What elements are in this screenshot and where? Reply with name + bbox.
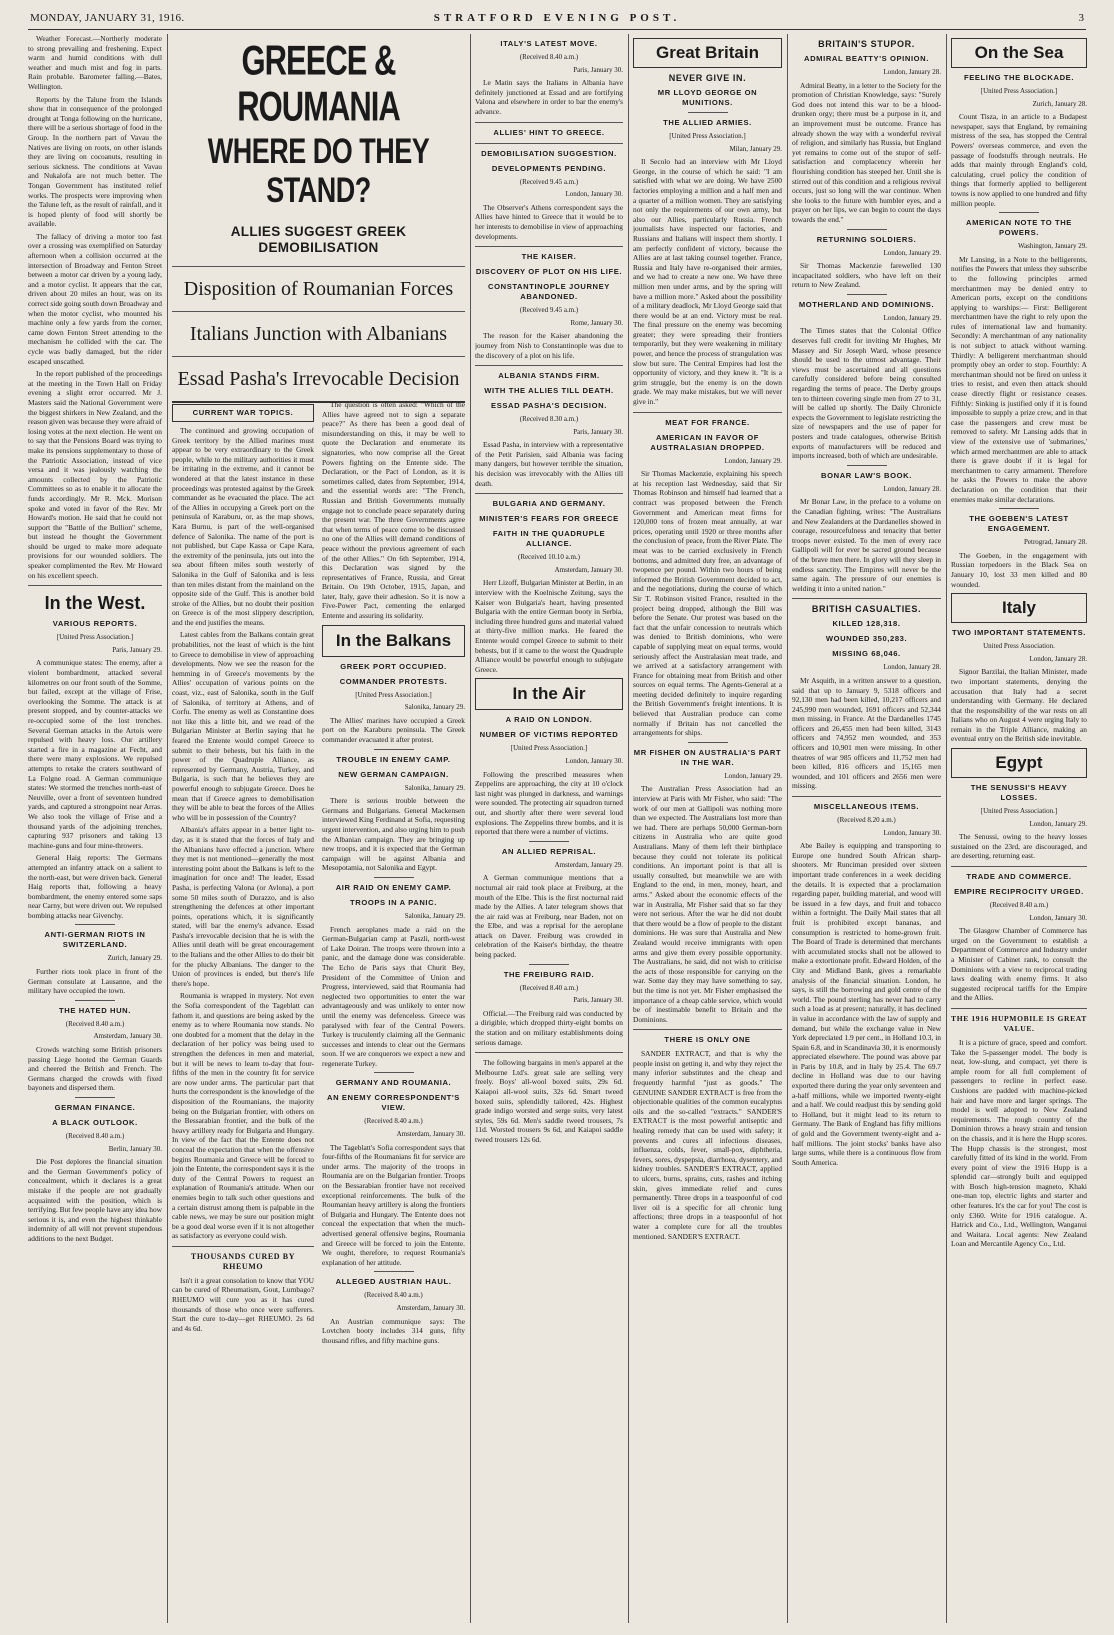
beatty-report: Admiral Beatty, in a letter to the Society for the promotion of Christian Knowledge, says: "Surely God does not intend this war to be a blood-drunken orgy; there must be a purpose in it, and an improvement must be outcome. France has already shown the way with a wonderful revival of religion, and similarly has Russia, but England yet remains to come out of the stupor of self-satisfaction and complacency wherein her flourishing condition has steeped her. Until she is stirred out of this condition and a religious revival occurs, just so long will the war continue. When she looks to the future with humbler eyes, and a prayer on her lips, we can begin to count the days towards the end." xyxy=(792,80,941,224)
headline: BRITAIN'S STUPOR. xyxy=(818,39,915,49)
dateline: London, January 30. xyxy=(565,190,623,199)
divider xyxy=(792,598,941,599)
west-report: A communique states: The enemy, after a violent bombardment, attacked several kilometres on our front south of the Somme, but failed, except at the village of Frise, overlooking the Somme. The attack is at present stopped, and by counter-attacks we re-occupied some of the lost trenches. Several German attacks in the Artois were repulsed with heavy loss. Our artillery started a fire in a magazine at Fecht, and there were many explosions. We repulsed attempts to retake the craters southward of La Folgne road. A German communique states: We stormed the trenches north-east of Neuville, over a front of seventeen hundred yards, and captured a strongpoint near Arras. We also took the village of Frise and a thousand yards of the adjoining trenches, capturing 937 prisoners and taking 13 machine-guns and four mine-throwers. xyxy=(28,658,162,850)
dateline: Salonika, January 29. xyxy=(404,783,465,792)
boxed-section xyxy=(322,625,465,657)
main-headline-block xyxy=(172,36,465,403)
wire-credit: [United Press Association.] xyxy=(510,744,588,753)
germany-report: The Tageblatt's Sofia correspondent says that four-fifths of the Roumanians fit for service are under arms. The majority of the troops in Roumania are on the Bulgarian frontier. Troops on the Bessarabian frontier have not received exceptional reinforcements. The bulk of the Roumanian heavy artillery is along the frontiers of Bulgaria and Hungary. The Entente does not conceal the expectation that when the much-advertised general offensive begins, Roumania and Greece will be forced to join the Entente. We ought, therefore, to request Roumania's explanation of her attitude. xyxy=(322,1142,465,1267)
bulgaria-report: Herr Lizoff, Bulgarian Minister at Berlin, in an interview with the Koelnische Zeitung, says the Kaiser won Bulgaria's heart, having presented Bulgaria with the entire German booty in Serbia, including three hundred guns and material valued at thirty-five million marks. He feared the Entente would compel Greece to submit to their behests, but if it came to the worst the Quadruple Alliance would be powerful enough to subjugate Greece. xyxy=(475,578,623,674)
dateline: Washington, January 29. xyxy=(1017,242,1087,251)
column-rule xyxy=(628,34,629,1623)
dateline: London, January 29. xyxy=(883,248,941,257)
advert-heading: THE 1916 HUPMOBILE IS GREAT VALUE. xyxy=(951,1013,1087,1033)
dateline: London, January 28. xyxy=(883,484,941,493)
misc-report: Abe Bailey is equipping and transporting to Europe one hundred South African sharp-shooters. Mr Runciman presided over sixteen important trade conferences in a week deciding the details. It is expected that a proclamation regarding paper, building material, and wood will be issued in a few days, and fruit and tobacco within a fortnight. The Daily Mail states that all fruit is prohibited except bananas, and consumption is restricted to home-grown fruit. The Board of Trade is determined that merchants with accumulated stocks shall not be allowed to make a extortionate profit. Edward Holden, of the City and Midland Bank, gives a remarkable analysis of the financial situation. London, he says, is still the borrowing and gold centre of the world. The pound sterling has never had to carry such a load as at present; naturally, it has declined in value in accordance with the law of supply and demand, but while the exchange value in New York depreciated 1.9 per cent., in Holland 10.3, in Spain 6.8, and in Scandinavia 30, it is enormously appreciated elsewhere. The pound was above par in Paris by 10.8, and in Italy by 25.4. The 69.7 decline in Holland was due to our having exported there during the year only seventeen and a-half millions, while we imported twenty-eight and a half. We could readjust this by sending gold to Holland, but it might lead to its return to Germany. The Bank of England has fifty millions of gold and the Government twenty-eight and a-half millions. The joint stocks' banks have also large sums, while there is a continuous flow from South America. xyxy=(792,841,941,1167)
received-time: (Received 8.30 a.m.) xyxy=(519,415,579,424)
column-rule xyxy=(946,34,947,1623)
divider xyxy=(475,493,623,494)
sub-headline: ADMIRAL BEATTY'S OPINION. xyxy=(804,54,929,63)
dateline: Amsterdam, January 29. xyxy=(554,860,623,869)
headline: MOTHERLAND AND DOMINIONS. xyxy=(798,299,935,309)
sub-headline: CONSTANTINOPLE JOURNEY ABANDONED. xyxy=(488,282,610,302)
paper-title: STRATFORD EVENING POST. xyxy=(433,12,681,24)
dateline: London, January 29. xyxy=(724,771,782,780)
headline: TRADE AND COMMERCE. xyxy=(966,872,1072,882)
hupmobile-advert: It is a picture of grace, speed and comfort. Take the 5-passenger model. The body is neat, low-slung, and compact, yet there is ample room for all full complement of passengers to recline in perfect ease. Cushions are padded with machine-picked hair and have more and larger springs. The model is well adopted to New Zealand requirements. The rough country of the Dominion throws a heavy strain and tension on the chassis, and it is here the Hupp scores. The Hupp chassis is the strongest, most carefully fitted of its kind in the world. From every point of view the 1916 Hupp is a splendid car—strongly built and equipped with Bosch high-tension magneto, Khaki one-man top, electric lights and starter and other features. It's the car for you! The cost is only £360. Write for 1916 catalogue. A. Hatrick and Co., Ltd., Wellington, Wanganui and Waitara. Local agents: New Zealand Loan and Mercantile Agency Co., Ltd. xyxy=(951,1037,1087,1249)
divider xyxy=(951,1008,1087,1009)
dateline: London, January 29. xyxy=(724,456,782,465)
sub-headline: MR LLOYD GEORGE ON MUNITIONS. xyxy=(657,88,758,107)
section-heading-italy: Italy xyxy=(1001,598,1037,618)
boxed-section xyxy=(475,678,623,710)
boxed-section xyxy=(951,38,1087,68)
dateline: London, January 28. xyxy=(883,663,941,672)
dateline: Amsterdam, January 30. xyxy=(396,1303,465,1312)
headline: GERMANY AND ROUMANIA. xyxy=(335,1078,452,1088)
war-topics-3: Albania's affairs appear in a better light to-day, as it is stated that the forces of Italy and the Albanians have effected a junction. Where they met is not mentioned—generally the most interesting point about the Balkans is left to the imagination for once and! The leader, Essad Pasha, is perfecting Valona (or Avlona), a port some 50 miles south of Durazzo, and is also strengthening the defences at other important points, operations which, it is significantly stated, will bar the enemy's advance. Essad Pasha's irrevocable decision that he is with the Allies until death will be great encouragement to the Italians and the other Allies to do their bit for the plucky Albanians. The danger to the Union of provinces is ended, but there's life there's hope. xyxy=(172,825,314,988)
dateline: London, January 30. xyxy=(565,756,623,765)
divider xyxy=(529,964,569,965)
headline: FEELING THE BLOCKADE. xyxy=(963,73,1075,82)
divider xyxy=(792,796,941,797)
dateline: Rome, January 30. xyxy=(570,318,623,327)
page-number: 3 xyxy=(1078,12,1084,24)
headline: THE HATED HUN. xyxy=(59,1005,131,1015)
advert-heading: THERE IS ONLY ONE xyxy=(664,1035,751,1045)
returning-report: Sir Thomas Mackenzie farewelled 130 incapacitated soldiers, who have left on their return to New Zealand. xyxy=(792,261,941,290)
masthead xyxy=(30,12,1084,28)
war-topics-4: Roumania is wrapped in mystery. Not even the Sofia correspondent of the Tageblatt can fathom it, and questions are being asked by the enemy as to where Roumania now stands. No one doubted for a moment that the delay in the declaration of her policy was being used to strengthen the defences in men and material, but it will be news to learn to-day that four-fifths of the men in the country fit for service are now under arms. The particular part that hurts the correspondent is the knowledge of the disposition of the Roumanians, the majority being on the Bulgarian frontier, with others on the Bessarabian frontier, and the bulk of the heavy artillery ready for Bulgaria and Hungary. In view of the fact that the Entente does not conceal the expectation that when the offensive begins Roumania and Greece will be forced to join the Entente, the correspondent says it is the duty of the Central Powers to request an explanation of Roumania's attitude. When our enemies begin to talk such other questions and a certain distrust among them is palpable in the cable news, we may be sure our position might be a good deal worse even if it is not altogether as satisfactory as everyone could wish. xyxy=(172,991,314,1241)
headline: DEMOBILISATION SUGGESTION. xyxy=(481,148,617,158)
sub-headline: AN ENEMY CORRESPONDENT'S VIEW. xyxy=(327,1093,460,1113)
boxed-heading xyxy=(172,404,314,422)
headline: ALLEGED AUSTRIAN HAUL. xyxy=(335,1277,452,1287)
sub-headline: DISCOVERY OF PLOT ON HIS LIFE. xyxy=(475,267,623,277)
section-heading-air: In the Air xyxy=(512,684,586,704)
divider xyxy=(688,742,728,743)
headline: ALLIES' HINT TO GREECE. xyxy=(493,127,605,137)
wire-credit: [United Press Association.] xyxy=(56,633,134,642)
column-4 xyxy=(475,34,623,1623)
rheumo-advert: Isn't it a great consolation to know that YOU can be cured of Rheumatism, Gout, Lumbago? RHEUMO will cure you as it has cured thousands of those who once were sufferers. Start the cure to-day—get RHEUMO. 2s 6d and 4s 6d. xyxy=(172,1275,314,1333)
sub-headline: COMMANDER PROTESTS. xyxy=(339,676,448,686)
column-rule xyxy=(167,34,168,1623)
reprisal-report: A German communique mentions that a nocturnal air raid took place at Freiburg, at the mouth of the Elbe. This is the first nocturnal raid made by the Allies. A later telegram shows that the air raid was at Freiburg, near Baden, not on the Elbe, and was a reprisal for the aeroplane attack on Daver. Freiburg was crowded in celebration of the Kaiser's birthday, the theatre being packed. xyxy=(475,873,623,960)
haul-report: An Austrian communique says: The Lovtchen booty includes 314 guns, fifty thousand rifles, and fifty machine guns. xyxy=(322,1316,465,1345)
headline: NEVER GIVE IN. xyxy=(668,73,747,83)
divider xyxy=(999,212,1039,213)
headline: GREEK PORT OCCUPIED. xyxy=(340,661,447,671)
dateline: Petrograd, January 28. xyxy=(1024,538,1087,547)
boxed-section xyxy=(951,748,1087,778)
tonga-article: Reports by the Talune from the Islands show that in consequence of the prolonged drought at Tonga following on the hurricane, there will be a serious shortage of food in the Group. In the northern part of Vavau the Natives are living on roots, on other islands they are living on cocoanuts, resulting in serious sickness. The conditions at Vavau and Nukalofa are not much better. The Tongan Government has instituted relief works. The prospects were improving when the Talune left, as the result of rainfall, and it is hoped plenty of food will shortly be available. xyxy=(28,94,162,229)
essad-report: Essad Pasha, in interview with a representative of the Petit Parisien, said Albania was facing many dangers, but however terrible the situation, his decision was irrevocably with the Allies till death. xyxy=(475,440,623,488)
column-5 xyxy=(633,34,782,1623)
divider xyxy=(999,508,1039,509)
section-heading-britain: Great Britain xyxy=(656,43,759,62)
headline: BONAR LAW'S BOOK. xyxy=(821,470,912,480)
divider xyxy=(75,1000,115,1001)
headline: MEAT FOR FRANCE. xyxy=(665,417,750,427)
divider xyxy=(475,365,623,366)
received-time: (Received 8.40 a.m.) xyxy=(519,983,579,992)
headline: MISCELLANEOUS ITEMS. xyxy=(813,802,920,812)
divider xyxy=(374,877,414,878)
dateline: Paris, January 30. xyxy=(573,65,623,74)
clothing-advert: The following bargains in men's apparel at the Melbourne Ltd's. great sale are selling very freely. Boys' all-wool boxed suits, 29s 6d. Kaiapoi all-wool suits, 32s 6d. Smart tweed boxed suits, splendidly tailored, 42s. Highest grade indigo worsted and serge suits, very latest styles, 59s 6d. Men's saddle tweed trousers, 7s 11d. Worsted trousers 9s 6d, and Kaiapoi saddle tweed trousers 12s 6d. xyxy=(475,1058,623,1144)
italy-statements-report: Signor Barzilai, the Italian Minister, made two important statements, denying the accusation that Italy had a secret understanding with Germany. He declared that the responsibility of the war rests on all Italians who on August 4 were urging Italy to remain in the Triple Alliance, making an eventual entry on the British side inevitable. xyxy=(951,667,1087,744)
lloyd-george-report: Il Secolo had an interview with Mr Lloyd George, in the course of which he said: "I am satisfied with what we are doing. We have 2500 factories employing a million and a half men and a quarter of a million women. They are satisfying not only the requirements of our own army, but also our Allies, particularly Russia. French journalists have inspected our factories, and Russians and Italians will inspect them shortly. I am perfectly confident of victory, because the Allies are at last taking counsel together. France, Russia and Italy have re-organised their armies, and we had to create a new one. We have three million men under arms, and by the spring will have a million more." Asked about the possibility of a military deadlock, Mr Lloyd George said that there would be at an end. Victory must be real. The final pressure on the enemy was becoming greater; they were spreading their frontiers temporarily, but they were weakening in military power, and hence the process of strangulation was slow but sure. The Central Empires had lost the opportunity of victory, and they knew it. "It is a grim struggle, but the enemy is on the down grade. We may make mistakes, but we will never give in." xyxy=(633,157,782,407)
headline: THE KAISER. xyxy=(521,252,577,262)
received-time: (Received 9.45 a.m.) xyxy=(519,306,579,315)
main-headline: GREECE & ROUMANIA xyxy=(237,36,400,130)
divider xyxy=(475,143,623,144)
wire-credit: [United Press Association.] xyxy=(355,690,432,699)
dateline: Zurich, January 29. xyxy=(107,954,162,963)
headline: BULGARIA AND GERMANY. xyxy=(492,499,606,509)
dateline: Paris, January 29. xyxy=(112,645,162,654)
column-3 xyxy=(322,400,465,1623)
headline: BRITISH CASUALTIES. xyxy=(811,604,922,615)
headline: ANTI-GERMAN RIOTS IN SWITZERLAND. xyxy=(44,930,146,950)
headline: ALBANIA STANDS FIRM. xyxy=(498,371,600,381)
section-heading-west: In the West. xyxy=(44,593,146,614)
weather-forecast: Weather Forecast.—Northerly moderate to strong prevailing and freshening. Expect warm and humid conditions with dull weather and much mist and fog in parts. Rain probable. Barometer falling.—Bates, Wellington. xyxy=(28,34,162,91)
wire-credit: [United Press Association.] xyxy=(980,87,1058,95)
received-time: (Received 8.20 a.m.) xyxy=(837,816,896,825)
received-time: (Received 8.40 a.m.) xyxy=(65,1132,125,1140)
dateline: Berlin, January 30. xyxy=(108,1144,162,1153)
wire-credit: [United Press Association.] xyxy=(980,807,1058,816)
headline-deck-5: Essad Pasha's Irrevocable Decision xyxy=(177,368,460,390)
dateline: Amsterdam, January 30. xyxy=(396,1130,465,1139)
column-1 xyxy=(28,34,162,1623)
boxed-section xyxy=(951,593,1087,623)
sub-headline: WITH THE ALLIES TILL DEATH. xyxy=(484,386,614,396)
dateline: Amsterdam, January 30. xyxy=(93,1032,162,1041)
demob-report: The Observer's Athens correspondent says the Allies have hinted to Greece that it would be to her interests to demobilise in view of approaching developments. xyxy=(475,202,623,241)
council-article: In the report published of the proceedings at the meeting in the Town Hall on Friday evening a slight error occurred. Mr J. Masters said the National Government were the biggest shirkers in New Zealand, and the reason given was because they were afraid of losing votes at the next election. He went on to say that the Pensions Board was trying to make its pensions supplementary to those of the Patriotic Association, instead of vice versa and it was jealously watching the amounts collected by the Patriotic Committees so as to enable it to allocate the funds accordingly. Mr R. Mck. Morison spoke and voted in favor of the Rev. Mr Howard's motion. He said that he could not support the "Battle of the Bullion" scheme, but instead he thought the Government should be urged to make more adequate provisions for our wounded soldiers. The speaker complimented the Rev. Mr Howard on his excellent speech. xyxy=(28,369,162,580)
war-topics-5: The question is often asked: "Which of the Allies have agreed not to sign a separate peace?" As there has been a good deal of misunderstanding on this, it may be well to quote the Declaration and enumerate its signatories, who now comprise all the Great Powers fighting on the Entente side. The Declaration, or the Pact of London, as it is sometimes called, dates from September, 1914, and the essential words are: "The French, Russian and British Governments mutually engage not to conclude peace separately during the present war. The three Governments agree that when terms of peace come to be discussed no one of the Allies will demand conditions of peace without the previous agreement of each of the other Allies." On 6th September, 1914, this Declaration was signed by the representatives of France, Russia, and Great Britain. On 19th October, 1915, Japan, and later, Italy, gave their adhesion. So it is now a Five-Power Pact, cementing the enlarged Entente and assuring its solidarity. xyxy=(322,400,465,621)
sub-headline: DEVELOPMENTS PENDING. xyxy=(491,163,607,173)
bonar-law-report: Mr Bonar Law, in the preface to a volume on the Canadian fighting, writes: "The Australians and New Zealanders at the Dardanelles showed in courage, resourcefulness and tenacity that better troops never existed. To the men of every race Gallipoli will for ever be sacred ground because of the brave men there. In glory will they sleep in endless sanctity. The Empires will never be the same again. The pressure of our enemies is welding it into a united nation." xyxy=(792,497,941,593)
headline-deck-3: Disposition of Roumanian Forces xyxy=(183,278,454,300)
trouble-report: There is serious trouble between the Germans and Bulgarians. General Mackensen interviewed King Ferdinand at Sofia, requesting urgent intervention, and also urging him to push the Albanian campaign. They are bringing up new troops, and it is expected that the German campaign will be against Albania and Mesopotamia, not Salonika and Egypt. xyxy=(322,796,465,873)
dateline: London, January 30. xyxy=(1029,913,1087,922)
casualty-figure: MISSING 68,046. xyxy=(832,649,901,659)
column-rule xyxy=(787,34,788,1623)
section-heading-balkans: In the Balkans xyxy=(335,630,452,650)
dateline: Salonika, January 29. xyxy=(404,911,465,920)
divider xyxy=(28,585,162,586)
column-7 xyxy=(951,34,1087,1623)
finance-report: Die Post deplores the financial situation and the German Government's policy of concealment, which it declares is a great mistake if the people are not gradually acquainted with the position, which is terrifying. But few people have any idea how serious it is, and even the highest thinkable indemnity of all will not prevent stupendous additions to the next Budget. xyxy=(28,1157,162,1243)
sub-headline: NUMBER OF VICTIMS REPORTED xyxy=(479,730,619,740)
received-time: (Received 8.40 a.m.) xyxy=(989,901,1049,910)
received-time: (Received 9.45 a.m.) xyxy=(519,177,579,186)
meat-report: Sir Thomas Mackenzie, explaining his speech at his reception last Wednesday, said that Sir Thomas Robinson and himself had learned that a contract was proposed between the French Government and American meat firms for 120,000 tons of frozen meat annually, at war prices, operating until 1920 or three months after the conclusion of peace, from the River Plate. The meat was to be carried exclusively in French bottoms, and admitted duty free, an advantage of twopence per pound. Within two hours of being informed the British Government decided to act, and the negotiations, during the course of which Sir T. Robinson visited France, resulted in the project being dropped, although the Bill was before the Senate. Our protest was based on the fact that the unfair concession to neutrals which was denied to British dominions, who were capable of supplying meat on equal terms, would seriously affect the Australasian meat trade, and we arrived at a satisfactory arrangement with France for obtaining meat from British and other sources on equal terms. The Agents-General at a meeting decided definitely to inquire regarding the British Government's freight intentions. It is believed that Australian produce can come normally if Britain has not cancelled the arrangements for ships. xyxy=(633,469,782,738)
freiburg-report: Official.—The Freiburg raid was conducted by a dirigible, which dropped thirty-eight bombs on the station and on military establishments doing serious damage. xyxy=(475,1008,623,1047)
wire-credit: United Press Association. xyxy=(983,642,1055,651)
divider xyxy=(374,1271,414,1272)
received-time: (Received 8.40 a.m.) xyxy=(364,1117,423,1126)
sub-headline: A BLACK OUTLOOK. xyxy=(52,1118,138,1127)
casualty-figure: WOUNDED 350,283. xyxy=(825,634,908,644)
dateline: London, January 28. xyxy=(883,68,941,76)
received-time: (Received 8.40 a.m.) xyxy=(519,53,579,61)
haig-report: General Haig reports: The Germans attempted an infantry attack on a salient to the north-east, but were driven back. General Haig reports that, following a heavy bombardment, the enemy entered some saps near Carny, but were driven out. We repulsed bombing attacks near Givenchy. xyxy=(28,853,162,920)
sub-headline: NEW GERMAN CAMPAIGN. xyxy=(338,769,449,779)
raid-report: French aeroplanes made a raid on the German-Bulgarian camp at Paszli, north-west of Lake Doiran. The troops were thrown into a panic, and the damage done was considerable. The Echo de Paris says that Churit Bey, President of the Committee of Union and Progress, interviewed, said that Roumania had neglected two opportunities to enter the war advantageously and was unlikely to enter now until the enemy was defenceless. Greece was paralysed with fear of the Central Powers. Turkey is truculently claiming all the Germanic successes and intends to clear out the Germans soon. If we are conquerors we expect a new and regenerate Turkey. xyxy=(322,924,465,1068)
headline: A RAID ON LONDON. xyxy=(505,715,593,725)
port-report: The Allies' marines have occupied a Greek port on the Karaburu peninsula. The Greek commander evacuated it after protest. xyxy=(322,715,465,745)
headline: AN ALLIED REPRISAL. xyxy=(501,846,597,856)
headline: ITALY'S LATEST MOVE. xyxy=(500,39,598,48)
advert-heading: THOUSANDS CURED BY RHEUMO xyxy=(190,1251,296,1271)
headline: GERMAN FINANCE. xyxy=(54,1103,136,1112)
headline: AIR RAID ON ENEMY CAMP. xyxy=(335,882,452,892)
sub-headline: AMERICAN IN FAVOR OF AUSTRALASIAN DROPPED. xyxy=(650,432,765,452)
divider xyxy=(75,1097,115,1098)
received-time: (Received 8.40 a.m.) xyxy=(65,1019,125,1028)
sub-headline: THE ALLIED ARMIES. xyxy=(663,118,752,127)
dateline: London, January 30. xyxy=(883,828,941,837)
sub-headline: ESSAD PASHA'S DECISION. xyxy=(491,401,607,411)
dateline: Paris, January 30. xyxy=(573,427,623,436)
kaiser-report: The reason for the Kaiser abandoning the journey from Nish to Constantinople was due to the discovery of a plot on his life. xyxy=(475,331,623,360)
divider xyxy=(374,749,414,750)
headline: MR FISHER ON AUSTRALIA'S PART IN THE WAR. xyxy=(633,747,782,767)
sander-advert: SANDER EXTRACT, and that is why the people insist on getting it, and why they reject the many inferior substitutes and the cheap and frequently harmful "just as goods." The GENUINE SANDER EXTRACT is free from the objectionable qualities of the common eucalyptus oils and the so-called "extracts." SANDER'S EXTRACT is the most powerful antiseptic and healing remedy that can be used with safety; it prevents and cures all infectious diseases, influenza, colds, fever, small-pox, diphtheria, fevers, sores, dyspepsia, diarrhoea, dysentery, and kidney troubles. SANDER'S EXTRACT, applied to ulcers, burns, sprains, cuts, rashes and itching skin, gives immediate relief and cures permanently. Three drops in a teaspoonful of cod liver oil is a specific for all chronic lung affections; three drops in a teaspoonful of hot water a complete cure for all the troubles mentioned. SANDER'S EXTRACT. xyxy=(633,1049,782,1241)
sub-headline: FAITH IN THE QUADRUPLE ALLIANCE. xyxy=(492,529,606,549)
senussi-report: The Senussi, owing to the heavy losses sustained on the 23rd, are discouraged, and are deserting, returning east. xyxy=(951,832,1087,861)
motor-article: The fallacy of driving a motor too fast over a crossing was exemplified on Saturday afternoon when a collision occurred at the intersection of Broadway and Fenton Street between a motor car driven by a young lady, and a motor cyclist. It appears that the car, driven about 20 miles an hour, was on its correct side going south down Broadway and when the motor cyclist, who mounted his machine only a few yards from the corner, came down Fenton Street attending to the mechanism he collided with the car. The cycle was badly damaged, but the rider escaped unscathed. xyxy=(28,231,162,366)
dateline: Paris, January 30. xyxy=(573,996,623,1005)
divider xyxy=(75,924,115,925)
divider xyxy=(172,1246,314,1247)
wire-credit: [United Press Association.] xyxy=(669,132,746,140)
boxed-section xyxy=(633,38,782,68)
headline: CURRENT WAR TOPICS. xyxy=(192,408,294,417)
divider xyxy=(633,1029,782,1030)
war-topics-2: Latest cables from the Balkans contain great probabilities, not the least of which is the hint to Greece to demobilise in view of approaching developments. Now we see the reason for the hemming in of Greece's movements by the Allies' occupation of various points on the coast, viz., east of Salonika, south in the Gulf of Salonika, of territory at Athens, and of Corfu. The enemy as well as Constantine does not like this a little bit, and we read of the Bulgarian Minister at Berlin saying that he feared the Entente would compel Greece to submit to their behests, but his faith in the power of the Quadruple Alliance, as represented by Germany, Austria, Turkey, and Bulgaria, is such that he believes they are powerful enough to subjugate Greece. Does he mean that if Greece agrees to demobilisation they will be able to beat the forces of the Allies who will be in possession of the Country? xyxy=(172,630,314,822)
headline: TROUBLE IN ENEMY CAMP. xyxy=(336,754,451,764)
divider xyxy=(688,112,728,113)
headline: THE GOEBEN'S LATEST ENGAGEMENT. xyxy=(969,514,1069,534)
divider xyxy=(847,294,887,295)
headline: TWO IMPORTANT STATEMENTS. xyxy=(952,628,1086,638)
riots-report: Further riots took place in front of the German consulate at Lausanne, and the military have occupied the town. xyxy=(28,967,162,996)
headline-deck-2: ALLIES SUGGEST GREEK DEMOBILISATION xyxy=(230,224,407,255)
hun-report: Crowds watching some British prisoners passing Liege hooted the German Guards and cheered the British and French. The Germans charged the crowds with fixed bayonets and dispersed them. xyxy=(28,1045,162,1093)
casualties-report: Mr Asquith, in a written answer to a question, said that up to January 9, 5318 officers and 92,130 men had been killed, 10,217 officers and 245,990 men wounded, 1691 officers and 52,344 men missing, in France. At the Dardanelles 1745 officers and 26,455 men had been killed, 3143 officers and 74,952 men wounded, and 353 officers and 10,901 men were missing. In other theatres of war 985 officers and 11,752 men had been killed, 816 officers and 15,165 men wounded, and 101 officers and 2656 men were missing. xyxy=(792,675,941,791)
received-time: (Received 8.40 a.m.) xyxy=(364,1291,423,1300)
masthead-rule xyxy=(28,29,1086,30)
headline: VARIOUS REPORTS. xyxy=(52,619,138,629)
fisher-report: The Australian Press Association had an interview at Paris with Mr Fisher, who said: "The work of our men at Gallipoli was nothing more than we expected. The Australians lost more than we had. There are perhaps 50,000 German-born citizens in Australia who are quite good Australians. Many of them left their birthplace because they could not tolerate its political conditions. An important point is that all is usually consulted, but meanwhile we are with England to the end, in men, money, heart, and arms." Asked about the economic effects of the war in Australia, Mr Fisher said that so far they were not serious. After the war he did not doubt that there would be a flow of people to the distant dominions. He was sure that Australia and New Zealand would receive immigrants with open arms and give them every possible opportunity. The Australians, he said, did not wish to criticise the acts of those responsible for carrying on the war. Some day they may have something to say, but the time is not yet. Mr Fisher emphasised the importance of a cheap cable service, which would be of inestimable benefit to Britain and the Dominions. xyxy=(633,784,782,1024)
sub-headline: MINISTER'S FEARS FOR GREECE xyxy=(479,514,619,524)
divider xyxy=(847,229,887,230)
column-2 xyxy=(172,400,314,1623)
dateline: Amsterdam, January 30. xyxy=(554,565,623,574)
divider xyxy=(951,866,1087,867)
sub-headline: EMPIRE RECIPROCITY URGED. xyxy=(954,887,1084,897)
divider xyxy=(475,246,623,247)
column-6 xyxy=(792,34,941,1623)
italy-report: Le Matin says the Italians in Albania have definitely junctioned at Essad and are fortifying Valona and elsewhere in order to bar the enemy's advance. xyxy=(475,78,623,116)
divider xyxy=(475,122,623,123)
headline: THE FREIBURG RAID. xyxy=(503,969,595,979)
headline-deck-4: Italians Junction with Albanians xyxy=(189,323,448,345)
dateline: London, January 28. xyxy=(1029,654,1087,663)
war-topics-1: The continued and growing occupation of Greek territory by the Allied marines must appear to be very extraordinary to the Greek people, while to the military authorities it must be irritating in the extreme, and it cannot be wondered at that the latest instance in these proceedings was protested against by the Greek commander as he evacuated the place. The act of the Allies in occupying a Greek port on the peninsula of Karaburu, or, as the map shows, Kara Burnu, is part of the well-organised defence of Salonika. The name of the port is not published, but Cape Kassa or Cape Kara, the extremity of the peninsula, juts out into the sea about fifteen miles south westerly of Salonika in the Gulf of Salonika and is less than ten miles distant from the mainland on the opposite side of the Gulf. This is another bold stroke of the Allies, but no doubt their position on Greece is of the most slippery description, and the end justifies the means. xyxy=(172,426,314,627)
headline: RETURNING SOLDIERS. xyxy=(816,234,917,244)
american-note-report: Mr Lansing, in a Note to the belligerents, notifies the Powers that unless they subscribe to the following principles armed merchantmen may be denied entry to American ports, except on the conditions applying to warships:— First: Belligerent merchantmen have the right to rely upon the rules of international law and humanity. Secondly: A merchantman of any nationality is not subject to attack without warning. Thirdly: A belligerent merchantman should promptly obey an order to stop. Fourthly: A merchantman should not be fired on unless it tries to resist, and even then attack should cease directly flight or resistance ceases. Fifthly: Sinking is justified only if it is found impossible to supply a prize crew, and in that case the passengers and crew must be removed to safety. Mr Lansing adds that in view of the extensive use of 'submarines,' which armed merchantmen are able to attack there is grave doubt if it is legal for merchantmen to carry armament. Therefore he asks the Powers to make the above declaration on the condition that their enemies make similar declarations. xyxy=(951,254,1087,504)
goeben-report: The Goeben, in the engagement with Russian torpedoers in the Black Sea on January 10, lost 33 men killed and 80 wounded. xyxy=(951,550,1087,589)
headline-deck-1: WHERE DO THEY STAND? xyxy=(207,132,430,210)
dateline: London, January 29. xyxy=(1029,819,1087,828)
divider xyxy=(633,412,782,413)
issue-date: MONDAY, JANUARY 31, 1916. xyxy=(30,12,185,24)
dateline: Salonika, January 29. xyxy=(404,703,465,712)
dateline: Zurich, January 28. xyxy=(1032,99,1087,108)
blockade-report: Count Tisza, in an article to a Budapest newspaper, says that England, by remaining mistress of the sea, has stopped the Central Powers' overseas commerce, and even the passage of foodstuffs through neutrals. He adds that mainly through England's cold, calculating, cruel policy the condition of things that formerly applied to belligerent towns is now applied to one hundred and fifty million people. xyxy=(951,112,1087,208)
divider xyxy=(475,1052,623,1053)
divider xyxy=(847,465,887,466)
divider xyxy=(374,1072,414,1073)
casualty-figure: KILLED 128,318. xyxy=(832,619,901,629)
headline: THE SENUSSI'S HEAVY LOSSES. xyxy=(970,783,1068,803)
received-time: (Received 10.10 a.m.) xyxy=(517,553,580,562)
dateline: Milan, January 29. xyxy=(729,144,782,153)
dominions-report: The Times states that the Colonial Office deserves full credit for inviting Mr Hughes, Mr Massey and Sir Joseph Ward, whose presence should be used to the utmost advantage. Their views must be ascertained and all questions carefully considered before being consulted regarding the terms of peace. The Derby groups ten to thirteen covering single men from 27 to 31, will be called up shortly. The Daily Chronicle expects the Government to legislate restricting the size of newspapers and the use of paper for posters and trade catalogues, otherwise British exports of manufacturers will be reduced and imports increased, both of which are undesirable. xyxy=(792,326,941,461)
section-heading-egypt: Egypt xyxy=(995,753,1043,773)
empire-report: The Glasgow Chamber of Commerce has urged on the Government to establish a Department of Commerce and Industry under a Minister of Cabinet rank, to consult the Dominions with a view to reciprocal trading laws dealing with enemy firms. It also suggested reciprocal tariffs for the Empire and the Allies. xyxy=(951,926,1087,1003)
section-heading-sea: On the Sea xyxy=(974,43,1064,62)
dateline: London, January 29. xyxy=(883,313,941,322)
sub-headline: TROOPS IN A PANIC. xyxy=(350,897,437,907)
divider xyxy=(529,841,569,842)
headline: AMERICAN NOTE TO THE POWERS. xyxy=(966,218,1072,238)
column-rule xyxy=(470,34,471,1623)
london-raid-report: Following the prescribed measures when Zeppelins are approaching, the city at 10 o'clock last night was plunged in darkness, and warnings were sounded. The protecting air squadron turned out, and shortly after there were several loud explosions. The Zeppelins threw bombs, and it is reported that there were a number of victims. xyxy=(475,769,623,837)
